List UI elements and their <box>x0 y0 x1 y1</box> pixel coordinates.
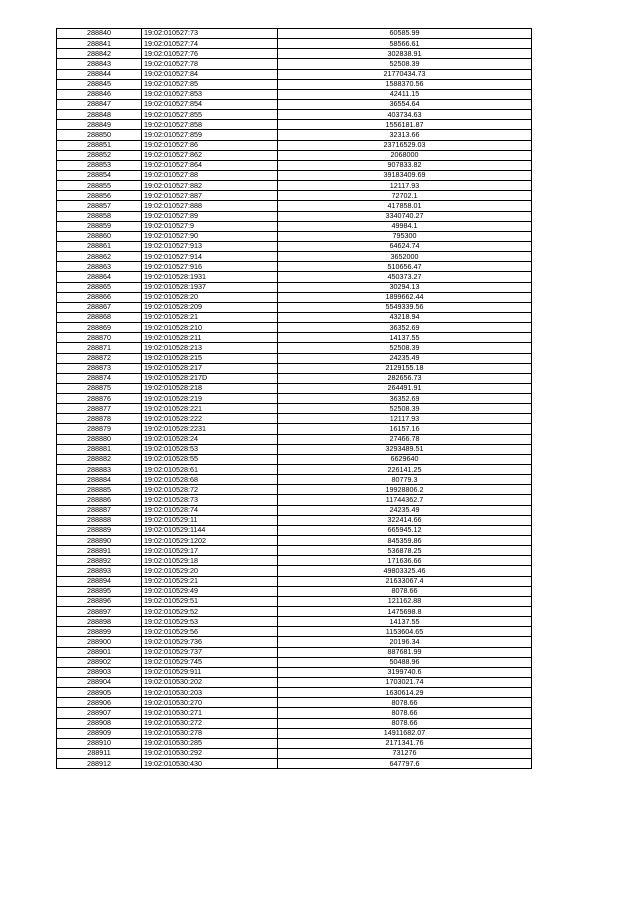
table-row <box>57 627 532 637</box>
value-cell: 16157.16 <box>278 424 532 434</box>
row-number-cell: 288903 <box>57 667 142 677</box>
value-cell: 264491.91 <box>278 383 532 393</box>
table-row <box>57 759 532 769</box>
table-body <box>57 29 532 769</box>
cadastral-number-cell: 19:02:010528:221 <box>142 404 278 414</box>
table-row <box>57 69 532 79</box>
row-number-cell: 288886 <box>57 495 142 505</box>
cadastral-number-cell: 19:02:010528:24 <box>142 434 278 444</box>
row-number-cell: 288875 <box>57 383 142 393</box>
row-number-cell: 288912 <box>57 759 142 769</box>
row-number-cell: 288868 <box>57 312 142 322</box>
value-cell: 282656.73 <box>278 373 532 383</box>
value-cell: 49803325.46 <box>278 566 532 576</box>
value-cell: 226141.25 <box>278 465 532 475</box>
value-cell: 23716529.03 <box>278 140 532 150</box>
table-row <box>57 181 532 191</box>
table-row <box>57 485 532 495</box>
table-row <box>57 647 532 657</box>
row-number-cell: 288858 <box>57 211 142 221</box>
row-number-cell: 288878 <box>57 414 142 424</box>
row-number-cell: 288862 <box>57 252 142 262</box>
table-row <box>57 738 532 748</box>
value-cell: 450373.27 <box>278 272 532 282</box>
row-number-cell: 288840 <box>57 29 142 39</box>
table-row <box>57 495 532 505</box>
value-cell: 1588370.56 <box>278 79 532 89</box>
value-cell: 907833.82 <box>278 160 532 170</box>
cadastral-number-cell: 19:02:010530:292 <box>142 748 278 758</box>
value-cell: 1153604.65 <box>278 627 532 637</box>
value-cell: 3199740.6 <box>278 667 532 677</box>
table-row <box>57 688 532 698</box>
table-row <box>57 596 532 606</box>
row-number-cell: 288894 <box>57 576 142 586</box>
table-row <box>57 657 532 667</box>
table-row <box>57 201 532 211</box>
cadastral-number-cell: 19:02:010527:854 <box>142 99 278 109</box>
row-number-cell: 288852 <box>57 150 142 160</box>
cadastral-number-cell: 19:02:010527:89 <box>142 211 278 221</box>
table-row <box>57 444 532 454</box>
cadastral-number-cell: 19:02:010529:11 <box>142 515 278 525</box>
value-cell: 121162.88 <box>278 596 532 606</box>
value-cell: 80779.3 <box>278 475 532 485</box>
value-cell: 52508.39 <box>278 404 532 414</box>
value-cell: 8078.66 <box>278 718 532 728</box>
value-cell: 536878.25 <box>278 546 532 556</box>
table-row <box>57 110 532 120</box>
row-number-cell: 288853 <box>57 160 142 170</box>
row-number-cell: 288850 <box>57 130 142 140</box>
table-row <box>57 667 532 677</box>
table-row <box>57 505 532 515</box>
value-cell: 14137.55 <box>278 333 532 343</box>
table-row <box>57 252 532 262</box>
row-number-cell: 288865 <box>57 282 142 292</box>
cadastral-number-cell: 19:02:010527:90 <box>142 231 278 241</box>
value-cell: 21770434.73 <box>278 69 532 79</box>
cadastral-number-cell: 19:02:010527:864 <box>142 160 278 170</box>
row-number-cell: 288860 <box>57 231 142 241</box>
value-cell: 49984.1 <box>278 221 532 231</box>
table-row <box>57 728 532 738</box>
table-row <box>57 698 532 708</box>
cadastral-number-cell: 19:02:010529:1144 <box>142 525 278 535</box>
table-row <box>57 59 532 69</box>
table-row <box>57 383 532 393</box>
table-row <box>57 748 532 758</box>
table-row <box>57 79 532 89</box>
row-number-cell: 288889 <box>57 525 142 535</box>
value-cell: 2129155.18 <box>278 363 532 373</box>
value-cell: 1630614.29 <box>278 688 532 698</box>
cadastral-number-cell: 19:02:010529:911 <box>142 667 278 677</box>
value-cell: 647797.6 <box>278 759 532 769</box>
value-cell: 72702.1 <box>278 191 532 201</box>
cadastral-number-cell: 19:02:010528:210 <box>142 323 278 333</box>
row-number-cell: 288859 <box>57 221 142 231</box>
table-row <box>57 343 532 353</box>
cadastral-number-cell: 19:02:010529:1202 <box>142 536 278 546</box>
cadastral-number-cell: 19:02:010527:914 <box>142 252 278 262</box>
value-cell: 12117.93 <box>278 181 532 191</box>
table-row <box>57 637 532 647</box>
table-row <box>57 566 532 576</box>
cadastral-number-cell: 19:02:010528:217 <box>142 363 278 373</box>
table-row <box>57 312 532 322</box>
cadastral-number-cell: 19:02:010528:1931 <box>142 272 278 282</box>
row-number-cell: 288883 <box>57 465 142 475</box>
value-cell: 8078.66 <box>278 708 532 718</box>
value-cell: 403734.63 <box>278 110 532 120</box>
cadastral-number-cell: 19:02:010528:222 <box>142 414 278 424</box>
row-number-cell: 288893 <box>57 566 142 576</box>
value-cell: 3652000 <box>278 252 532 262</box>
value-cell: 60585.99 <box>278 29 532 39</box>
cadastral-number-cell: 19:02:010528:213 <box>142 343 278 353</box>
cadastral-number-cell: 19:02:010528:73 <box>142 495 278 505</box>
table-row <box>57 617 532 627</box>
value-cell: 845359.86 <box>278 536 532 546</box>
cadastral-number-cell: 19:02:010527:74 <box>142 39 278 49</box>
table-row <box>57 231 532 241</box>
row-number-cell: 288895 <box>57 586 142 596</box>
row-number-cell: 288911 <box>57 748 142 758</box>
row-number-cell: 288907 <box>57 708 142 718</box>
value-cell: 24235.49 <box>278 505 532 515</box>
cadastral-number-cell: 19:02:010528:72 <box>142 485 278 495</box>
cadastral-number-cell: 19:02:010530:430 <box>142 759 278 769</box>
value-cell: 510656.47 <box>278 262 532 272</box>
cadastral-number-cell: 19:02:010528:74 <box>142 505 278 515</box>
row-number-cell: 288872 <box>57 353 142 363</box>
value-cell: 36554.64 <box>278 99 532 109</box>
cadastral-number-cell: 19:02:010529:736 <box>142 637 278 647</box>
row-number-cell: 288849 <box>57 120 142 130</box>
table-row <box>57 282 532 292</box>
value-cell: 39183409.69 <box>278 170 532 180</box>
row-number-cell: 288877 <box>57 404 142 414</box>
row-number-cell: 288888 <box>57 515 142 525</box>
table-row <box>57 454 532 464</box>
value-cell: 64624.74 <box>278 241 532 251</box>
row-number-cell: 288874 <box>57 373 142 383</box>
value-cell: 19928806.2 <box>278 485 532 495</box>
cadastral-number-cell: 19:02:010528:1937 <box>142 282 278 292</box>
table-row <box>57 525 532 535</box>
row-number-cell: 288884 <box>57 475 142 485</box>
cadastral-number-cell: 19:02:010527:88 <box>142 170 278 180</box>
value-cell: 52508.39 <box>278 59 532 69</box>
table-row <box>57 150 532 160</box>
row-number-cell: 288845 <box>57 79 142 89</box>
row-number-cell: 288847 <box>57 99 142 109</box>
table-row <box>57 29 532 39</box>
value-cell: 795300 <box>278 231 532 241</box>
value-cell: 1899662.44 <box>278 292 532 302</box>
value-cell: 32313.66 <box>278 130 532 140</box>
row-number-cell: 288887 <box>57 505 142 515</box>
cadastral-number-cell: 19:02:010529:21 <box>142 576 278 586</box>
value-cell: 8078.66 <box>278 698 532 708</box>
value-cell: 43218.94 <box>278 312 532 322</box>
value-cell: 3340740.27 <box>278 211 532 221</box>
value-cell: 21633067.4 <box>278 576 532 586</box>
value-cell: 731276 <box>278 748 532 758</box>
table-row <box>57 394 532 404</box>
value-cell: 1556181.87 <box>278 120 532 130</box>
cadastral-number-cell: 19:02:010527:85 <box>142 79 278 89</box>
cadastral-number-cell: 19:02:010529:49 <box>142 586 278 596</box>
table-row <box>57 211 532 221</box>
row-number-cell: 288842 <box>57 49 142 59</box>
row-number-cell: 288863 <box>57 262 142 272</box>
row-number-cell: 288900 <box>57 637 142 647</box>
value-cell: 52508.39 <box>278 343 532 353</box>
table-row <box>57 272 532 282</box>
row-number-cell: 288910 <box>57 738 142 748</box>
table-row <box>57 576 532 586</box>
cadastral-number-cell: 19:02:010527:862 <box>142 150 278 160</box>
value-cell: 36352.69 <box>278 323 532 333</box>
value-cell: 24235.49 <box>278 353 532 363</box>
row-number-cell: 288869 <box>57 323 142 333</box>
value-cell: 8078.66 <box>278 586 532 596</box>
table-row <box>57 170 532 180</box>
cadastral-number-cell: 19:02:010528:2231 <box>142 424 278 434</box>
cadastral-number-cell: 19:02:010530:203 <box>142 688 278 698</box>
cadastral-number-cell: 19:02:010529:56 <box>142 627 278 637</box>
cadastral-number-cell: 19:02:010528:219 <box>142 394 278 404</box>
table-row <box>57 607 532 617</box>
row-number-cell: 288879 <box>57 424 142 434</box>
cadastral-number-cell: 19:02:010527:887 <box>142 191 278 201</box>
value-cell: 5549339.56 <box>278 302 532 312</box>
cadastral-number-cell: 19:02:010527:888 <box>142 201 278 211</box>
table-row <box>57 160 532 170</box>
table-row <box>57 404 532 414</box>
table-row <box>57 353 532 363</box>
row-number-cell: 288880 <box>57 434 142 444</box>
value-cell: 887681.99 <box>278 647 532 657</box>
table-row <box>57 262 532 272</box>
table-row <box>57 120 532 130</box>
table-row <box>57 515 532 525</box>
row-number-cell: 288856 <box>57 191 142 201</box>
row-number-cell: 288855 <box>57 181 142 191</box>
cadastral-number-cell: 19:02:010527:84 <box>142 69 278 79</box>
cadastral-number-cell: 19:02:010530:202 <box>142 678 278 688</box>
cadastral-number-cell: 19:02:010528:55 <box>142 454 278 464</box>
cadastral-number-cell: 19:02:010530:272 <box>142 718 278 728</box>
cadastral-number-cell: 19:02:010529:737 <box>142 647 278 657</box>
table-row <box>57 333 532 343</box>
row-number-cell: 288909 <box>57 728 142 738</box>
value-cell: 50488.96 <box>278 657 532 667</box>
value-cell: 36352.69 <box>278 394 532 404</box>
cadastral-value-table <box>56 28 532 769</box>
cadastral-number-cell: 19:02:010527:916 <box>142 262 278 272</box>
row-number-cell: 288843 <box>57 59 142 69</box>
row-number-cell: 288902 <box>57 657 142 667</box>
value-cell: 6629640 <box>278 454 532 464</box>
table-row <box>57 130 532 140</box>
cadastral-number-cell: 19:02:010527:73 <box>142 29 278 39</box>
table-row <box>57 89 532 99</box>
row-number-cell: 288904 <box>57 678 142 688</box>
value-cell: 322414.66 <box>278 515 532 525</box>
table-row <box>57 302 532 312</box>
cadastral-number-cell: 19:02:010527:78 <box>142 59 278 69</box>
table-row <box>57 39 532 49</box>
table-row <box>57 586 532 596</box>
row-number-cell: 288873 <box>57 363 142 373</box>
table-row <box>57 414 532 424</box>
cadastral-number-cell: 19:02:010527:9 <box>142 221 278 231</box>
row-number-cell: 288866 <box>57 292 142 302</box>
cadastral-number-cell: 19:02:010528:21 <box>142 312 278 322</box>
table-row <box>57 424 532 434</box>
value-cell: 665945.12 <box>278 525 532 535</box>
table-row <box>57 434 532 444</box>
table-row <box>57 718 532 728</box>
row-number-cell: 288898 <box>57 617 142 627</box>
cadastral-number-cell: 19:02:010527:858 <box>142 120 278 130</box>
table-row <box>57 678 532 688</box>
value-cell: 3293489.51 <box>278 444 532 454</box>
row-number-cell: 288841 <box>57 39 142 49</box>
row-number-cell: 288876 <box>57 394 142 404</box>
cadastral-number-cell: 19:02:010528:53 <box>142 444 278 454</box>
row-number-cell: 288908 <box>57 718 142 728</box>
row-number-cell: 288901 <box>57 647 142 657</box>
value-cell: 12117.93 <box>278 414 532 424</box>
row-number-cell: 288906 <box>57 698 142 708</box>
table-row <box>57 191 532 201</box>
cadastral-number-cell: 19:02:010528:218 <box>142 383 278 393</box>
cadastral-number-cell: 19:02:010528:20 <box>142 292 278 302</box>
row-number-cell: 288881 <box>57 444 142 454</box>
table-row <box>57 292 532 302</box>
cadastral-number-cell: 19:02:010527:853 <box>142 89 278 99</box>
row-number-cell: 288892 <box>57 556 142 566</box>
table-row <box>57 49 532 59</box>
value-cell: 27466.78 <box>278 434 532 444</box>
table-row <box>57 373 532 383</box>
row-number-cell: 288857 <box>57 201 142 211</box>
value-cell: 30294.13 <box>278 282 532 292</box>
row-number-cell: 288867 <box>57 302 142 312</box>
cadastral-number-cell: 19:02:010527:859 <box>142 130 278 140</box>
cadastral-number-cell: 19:02:010530:278 <box>142 728 278 738</box>
cadastral-number-cell: 19:02:010528:215 <box>142 353 278 363</box>
cadastral-number-cell: 19:02:010528:211 <box>142 333 278 343</box>
row-number-cell: 288846 <box>57 89 142 99</box>
cadastral-number-cell: 19:02:010529:51 <box>142 596 278 606</box>
table-row <box>57 536 532 546</box>
cadastral-number-cell: 19:02:010527:86 <box>142 140 278 150</box>
table-row <box>57 546 532 556</box>
value-cell: 1475698.8 <box>278 607 532 617</box>
cadastral-number-cell: 19:02:010527:855 <box>142 110 278 120</box>
value-cell: 2068000 <box>278 150 532 160</box>
row-number-cell: 288870 <box>57 333 142 343</box>
value-cell: 417858.01 <box>278 201 532 211</box>
row-number-cell: 288861 <box>57 241 142 251</box>
row-number-cell: 288871 <box>57 343 142 353</box>
cadastral-number-cell: 19:02:010528:61 <box>142 465 278 475</box>
table-row <box>57 708 532 718</box>
table-row <box>57 323 532 333</box>
value-cell: 14137.55 <box>278 617 532 627</box>
value-cell: 11744362.7 <box>278 495 532 505</box>
row-number-cell: 288890 <box>57 536 142 546</box>
value-cell: 20196.34 <box>278 637 532 647</box>
row-number-cell: 288905 <box>57 688 142 698</box>
row-number-cell: 288891 <box>57 546 142 556</box>
cadastral-number-cell: 19:02:010528:209 <box>142 302 278 312</box>
value-cell: 2171341.76 <box>278 738 532 748</box>
table-row <box>57 241 532 251</box>
table-row <box>57 140 532 150</box>
row-number-cell: 288848 <box>57 110 142 120</box>
row-number-cell: 288885 <box>57 485 142 495</box>
value-cell: 14911682.07 <box>278 728 532 738</box>
value-cell: 171636.66 <box>278 556 532 566</box>
row-number-cell: 288854 <box>57 170 142 180</box>
row-number-cell: 288896 <box>57 596 142 606</box>
row-number-cell: 288882 <box>57 454 142 464</box>
table-row <box>57 475 532 485</box>
row-number-cell: 288864 <box>57 272 142 282</box>
table-row <box>57 99 532 109</box>
value-cell: 1703021.74 <box>278 678 532 688</box>
cadastral-number-cell: 19:02:010528:217D <box>142 373 278 383</box>
cadastral-number-cell: 19:02:010530:285 <box>142 738 278 748</box>
value-cell: 58566.61 <box>278 39 532 49</box>
row-number-cell: 288899 <box>57 627 142 637</box>
cadastral-number-cell: 19:02:010529:52 <box>142 607 278 617</box>
cadastral-number-cell: 19:02:010530:271 <box>142 708 278 718</box>
cadastral-number-cell: 19:02:010529:745 <box>142 657 278 667</box>
cadastral-number-cell: 19:02:010529:17 <box>142 546 278 556</box>
table-row <box>57 363 532 373</box>
cadastral-number-cell: 19:02:010529:18 <box>142 556 278 566</box>
table-row <box>57 556 532 566</box>
value-cell: 302838.91 <box>278 49 532 59</box>
cadastral-number-cell: 19:02:010530:270 <box>142 698 278 708</box>
cadastral-number-cell: 19:02:010528:68 <box>142 475 278 485</box>
cadastral-number-cell: 19:02:010527:76 <box>142 49 278 59</box>
table-row <box>57 221 532 231</box>
cadastral-number-cell: 19:02:010527:913 <box>142 241 278 251</box>
table-row <box>57 465 532 475</box>
cadastral-number-cell: 19:02:010529:53 <box>142 617 278 627</box>
row-number-cell: 288851 <box>57 140 142 150</box>
cadastral-number-cell: 19:02:010529:20 <box>142 566 278 576</box>
row-number-cell: 288844 <box>57 69 142 79</box>
cadastral-number-cell: 19:02:010527:882 <box>142 181 278 191</box>
value-cell: 42411.15 <box>278 89 532 99</box>
row-number-cell: 288897 <box>57 607 142 617</box>
